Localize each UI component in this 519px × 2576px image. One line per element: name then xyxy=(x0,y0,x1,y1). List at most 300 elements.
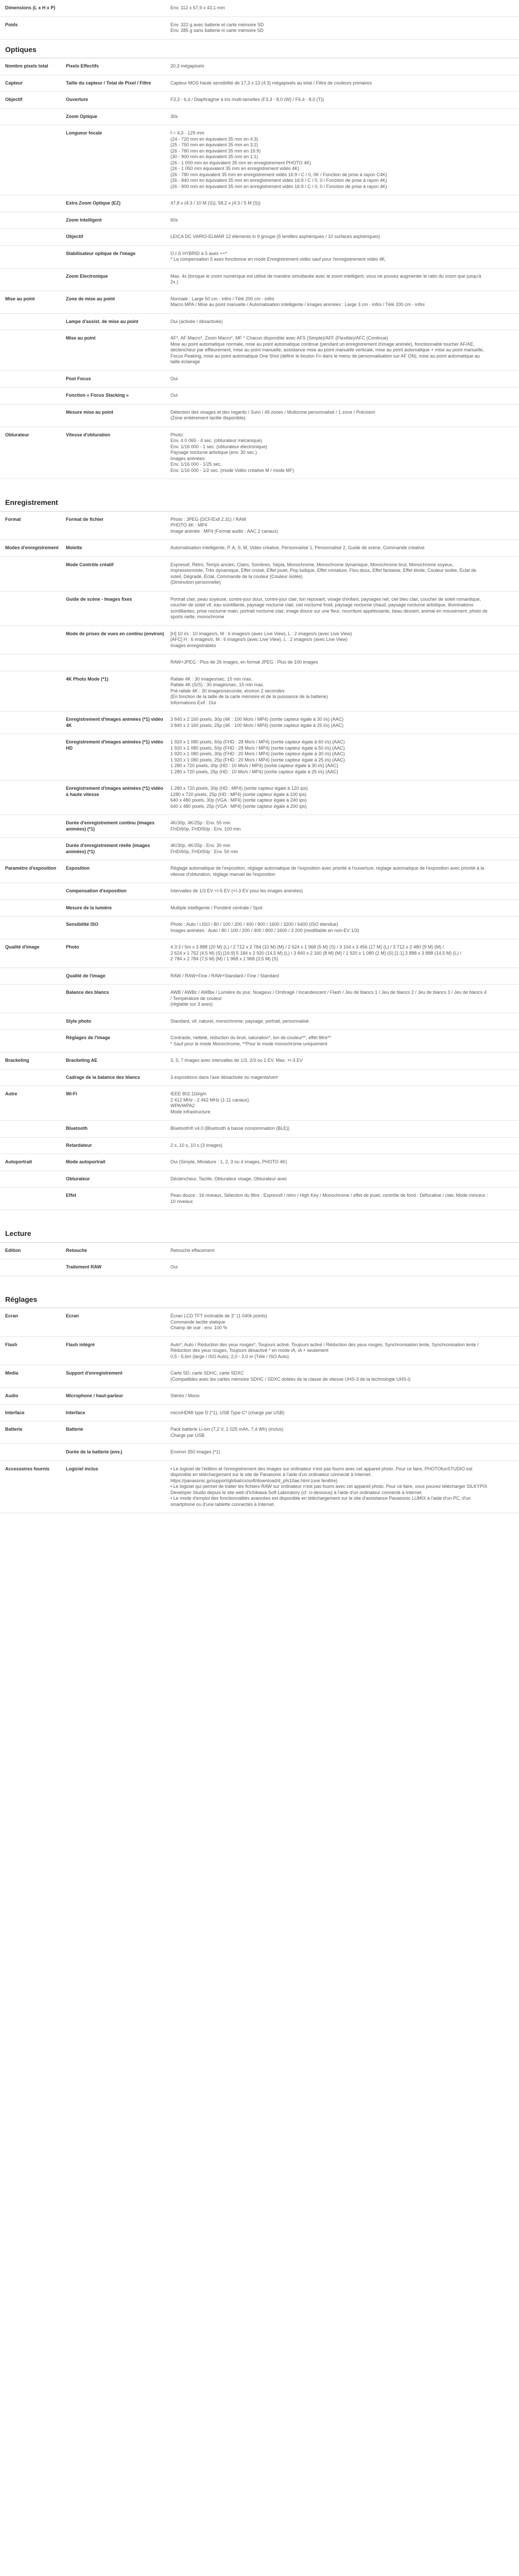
spec-group-label xyxy=(0,734,66,780)
spec-row xyxy=(0,734,519,781)
spec-value-line: Multiple intelligente / Pondéré centrale / Spot xyxy=(170,905,263,910)
spec-value-line: microHDMI type D (*1), USB Type-C* (charge par USB) xyxy=(170,1410,285,1415)
spec-group-label: Autoportrait xyxy=(5,1159,32,1164)
spec-row xyxy=(0,1388,519,1405)
spec-value xyxy=(170,1421,519,1444)
spec-value-line: Informations Exif : Oui xyxy=(170,700,216,705)
spec-value xyxy=(170,17,519,39)
spec-row xyxy=(0,1013,519,1030)
spec-row xyxy=(0,195,519,212)
spec-value-line: Environ 350 images (*1) xyxy=(170,1449,220,1454)
spec-key-label: Taille du capteur / Total de Pixel / Filtre xyxy=(66,80,151,86)
spec-value xyxy=(170,371,519,387)
spec-key-label: Zoom Optique xyxy=(66,113,97,119)
spec-value-line: Paysage nocturne artistique (env. 30 sec.) xyxy=(170,450,257,455)
spec-row xyxy=(0,92,519,109)
spec-value-line: Écran LCD TFT inclinable de 3" (1 040k points) xyxy=(170,1313,267,1318)
section-heading: Lecture xyxy=(0,1210,519,1243)
spec-key-label: Ouverture xyxy=(66,97,89,102)
spec-value-line: Normale : Large 50 cm - infini / Télé 200 cm - infini xyxy=(170,296,274,301)
spec-group-label xyxy=(0,229,66,245)
spec-key-label: Enregistrement d'images animées (*1) vidéo à haute vitesse xyxy=(66,786,163,797)
spec-value-line: Champ de vue : env. 100 % xyxy=(170,1325,228,1330)
spec-value-line: 640 x 480 pixels, 25p (VGA : MP4) (sortie capteur égale à 200 ips) xyxy=(170,803,307,809)
spec-value xyxy=(170,1405,519,1421)
spec-value xyxy=(170,1308,519,1336)
spec-value xyxy=(170,711,519,734)
spec-row xyxy=(0,1337,519,1366)
spec-value xyxy=(170,1365,519,1387)
spec-group-label xyxy=(0,195,66,212)
spec-value-line: • Le logiciel qui permet de traiter les fichiers RAW sur ordinateur n'est pas fourni avec cet appareil photo. Pour ce faire, vous pouvez télécharger SILKYPIX Developer Studio depuis le site web d'Ichikawa Soft Laboratory (cf. ci-dessous) à l'aide d'un ordinateur connecté à Internet. xyxy=(170,1484,488,1495)
spec-value-line: (26 - 900 mm en équivalent 35 mm en enregistrement vidéo 16:9 / C / 0, 0 / Fonction de prise à rayon 4K) xyxy=(170,183,387,189)
spec-value-line: Photo : JPEG (DCF/Exif 2.31) / RAW xyxy=(170,516,247,522)
spec-value-line: https://panasonic.jp/support/global/cs/soft/download/d_pfs10ae.html (une fenêtre) xyxy=(170,1478,338,1483)
spec-value-line: 4K/30p, 4K/25p : Env. 55 min xyxy=(170,820,231,825)
spec-value-line: (26 - 780 mm en équivalent 35 mm en 16:9) xyxy=(170,148,261,154)
spec-value-line: Macro MPA / Mise au point manuelle / Automatisation intelligente / images animées : Large 3 cm - infini / Télé 200 cm - infini xyxy=(170,302,425,307)
spec-group-label xyxy=(0,109,66,125)
spec-key-label: Mode autoportrait xyxy=(66,1159,106,1164)
spec-value xyxy=(170,968,519,985)
spec-row xyxy=(0,591,519,626)
spec-key-label: Effet xyxy=(66,1193,76,1198)
spec-value-line: 1 920 x 1 080 pixels, 25p (FHD : 20 Mo/s / MP4) (sortie capteur égale à 25 i/s) (AAC) xyxy=(170,757,345,762)
spec-value-line: Commande tactile statique xyxy=(170,1319,226,1325)
spec-key-label: Logiciel inclus xyxy=(66,1466,98,1471)
spec-value-line: IEEE 802.11b/g/n xyxy=(170,1091,206,1096)
spec-value-line: (Diminution personnelle) xyxy=(170,580,221,585)
spec-group-label xyxy=(0,781,66,815)
spec-group-label: Audio xyxy=(5,1393,19,1398)
spec-value xyxy=(170,212,519,229)
spec-key-label: Pixels Effectifs xyxy=(66,63,99,69)
spec-group-label: Edition xyxy=(5,1247,21,1253)
spec-key-label: Batterie xyxy=(66,1427,83,1432)
spec-key-label xyxy=(66,0,170,16)
spec-row xyxy=(0,1154,519,1171)
spec-value xyxy=(170,1030,519,1052)
spec-key-label: Exposition xyxy=(66,866,90,871)
spec-row xyxy=(0,1030,519,1053)
spec-value-line: Capteur MOS haute sensibilité de 17,3 x 13 (4:3) mégapixels au total / Filtre de couleurs primaires xyxy=(170,80,372,86)
spec-value-line: Auto*, Auto / Réduction des yeux rouges*, Toujours activé, Toujours activé / Réduction des yeux rouges, Synchronisation lente, Synchronisation lente / Réduction des yeux rouges, Toujours désactivé * en mode iA, iA + seulement xyxy=(170,1342,479,1353)
spec-group-label xyxy=(0,387,66,404)
spec-group-label: Accessoires fournis xyxy=(5,1466,50,1471)
spec-key-label: Enregistrement d'images animées (*1) vidéo HD xyxy=(66,739,163,751)
spec-value-line: F3,3 - 6,4 / Diaphragme à iris multi-lamelles (F3,3 - 8,0 (W) / F6,4 - 8,0 (T)) xyxy=(170,97,324,102)
spec-group-label xyxy=(0,1138,66,1154)
spec-value-line: 1 280 x 720 pixels, 30p (HD : 10 Mo/s / MP4) (sortie capteur égale à 30 i/s) (AAC) xyxy=(170,763,338,768)
spec-key-label: Mise au point xyxy=(66,335,96,341)
spec-group-label xyxy=(0,1444,66,1461)
spec-group-label xyxy=(0,1121,66,1137)
spec-group-label xyxy=(0,815,66,837)
spec-group-label xyxy=(0,838,66,860)
spec-group-label xyxy=(0,1171,66,1188)
spec-key-label: Sensibilité ISO xyxy=(66,922,99,927)
spec-group-label xyxy=(0,626,66,654)
spec-value-line: (26 - 780 mm équivalent 35 mm en enregistrement vidéo 16:9 / C / 0, 0K / Fonction de prise à rayon C4K) xyxy=(170,172,387,177)
spec-value xyxy=(170,427,519,479)
spec-key-label: Mode de prises de vues en continu (environ) xyxy=(66,631,164,636)
spec-key-label: Molette xyxy=(66,545,82,550)
spec-value-line: Pack batterie Li-ion (7,2 V, 1 025 mAh, 7,4 Wh) (inclus) xyxy=(170,1427,284,1432)
spec-row xyxy=(0,246,519,268)
spec-key-label: Longueur focale xyxy=(66,130,102,135)
spec-value-line: Env. 1/16 000 - 1 sec. (obturateur électronique) xyxy=(170,444,267,449)
spec-row xyxy=(0,1405,519,1422)
spec-row xyxy=(0,109,519,126)
spec-value-line: AWB / AWBc / AWBw / Lumière du jour, Nuageux / Ombragé / Incandescent / Flash / Jeu de blancs 1 / Jeu de blancs 2 / Jeu de blancs 3 / Jeu de blancs 4 / Température de couleur xyxy=(170,990,487,1001)
spec-key-label: Enregistrement d'images animées (*1) vidéo 4K xyxy=(66,717,163,728)
spec-group-label: Interface xyxy=(5,1410,25,1415)
spec-key-label: Cadrage de la balance des blancs xyxy=(66,1074,141,1080)
spec-value-line: Rafale 4K : 30 images/sec, 15 min max. xyxy=(170,676,253,682)
spec-key-label: Fonction « Focus Stacking » xyxy=(66,393,129,398)
spec-key-label: Réglages de l'image xyxy=(66,1035,111,1040)
spec-row xyxy=(0,917,519,939)
spec-key-label: Wi-Fi xyxy=(66,1091,77,1096)
spec-key-label: Mesure de la lumière xyxy=(66,905,112,910)
spec-key-label xyxy=(66,654,170,671)
spec-row xyxy=(0,75,519,92)
spec-value-line: • Le logiciel de l'édition et l'enregistrement des images sur ordinateur n'est pas fourni avec cet appareil photo. Pour ce faire, PHOTOfunSTUDIO est disponible en téléchargement sur le site de Panasonic à l'aide d'un ordinateur connecté à Internet. xyxy=(170,1466,473,1477)
spec-row xyxy=(0,512,519,540)
spec-group-label xyxy=(0,1013,66,1030)
spec-value-line: 3 840 x 2 160 pixels, 30p (4K : 100 Mo/s / MP4) (sortie capteur égale à 30 i/s) (AAC) xyxy=(170,717,344,722)
spec-value xyxy=(170,540,519,556)
spec-value-line: Bluetooth® v4.0 (Bluetooth à basse consommation (BLE)) xyxy=(170,1126,290,1131)
spec-value-line: • Le mode d'emploi des fonctionnalités avancées est disponible en téléchargement sur le site d'assistance Panasonic LUMIX à l'aide d'un PC, d'un smartphone ou d'une tablette connectés à Internet. xyxy=(170,1496,471,1507)
spec-group-label xyxy=(0,125,66,195)
spec-value-line: Images animées : Auto / 80 / 100 / 200 / 400 / 800 / 1600 / 3 200 (modifiable en non-EV 1/3) xyxy=(170,927,359,933)
spec-group-label xyxy=(0,557,66,591)
spec-key-label: 4K Photo Mode (*1) xyxy=(66,676,109,682)
spec-group-label xyxy=(0,246,66,268)
spec-key-label: Style photo xyxy=(66,1018,91,1024)
spec-value-line: AF*, AF Macro*, Zoom Macro*, MF * Chacun disponible avec AFS (Simple)/AFF (Flexible)/AFC (Continue) xyxy=(170,335,388,341)
spec-group-label: Flash xyxy=(5,1342,18,1347)
spec-key-label: Lampe d'assist. de mise au point xyxy=(66,318,139,324)
spec-group-label: Obturateur xyxy=(5,432,29,437)
spec-row xyxy=(0,330,519,371)
spec-group-label: Poids xyxy=(5,22,18,27)
spec-row xyxy=(0,404,519,427)
spec-value xyxy=(170,1388,519,1404)
spec-value xyxy=(170,387,519,404)
spec-value xyxy=(170,626,519,654)
spec-value xyxy=(170,1259,519,1276)
spec-row xyxy=(0,212,519,229)
spec-value-line: WPA/WPA2 xyxy=(170,1103,195,1108)
spec-row xyxy=(0,1121,519,1138)
spec-value-line: Stéréo / Mono xyxy=(170,1393,200,1398)
spec-group-label: Nombre pixels total xyxy=(5,63,48,69)
spec-value-line: 4 3:3 / 5m x 3 888 (20 M) (L) / 2 712 x 2 784 (10 M) (M) / 2 624 x 1 968 (5 M) (S) / 3 104 x 3 456 (17 M) (L) / 3 712 x 2 480 (9 M) (M) / xyxy=(170,944,444,950)
spec-value-line: (30 - 900 mm en équivalent 35 mm en 1:1) xyxy=(170,154,258,159)
spec-row xyxy=(0,0,519,17)
spec-key-label xyxy=(66,17,170,39)
spec-key-label: Support d'enregistrement xyxy=(66,1370,123,1376)
spec-row xyxy=(0,557,519,591)
spec-value-line: Mise au point automatique normale, mise au point automatique continue (pendant un enregistrement d'image animée), fonctionnalité toucher AF/AE, déclencheur par effleurement, mise au point manuelle, assistance mise au point manuelle verticale, mise au point automatique + mise au point manuelle, Focus Peaking, mise au point automatique One Shot (définir le bouton Fn dans le menu de personnalisation sur AF ON), mise au point automatique au taille éclairage xyxy=(170,341,484,364)
spec-value-line: (En fonction de la taille de la carte mémoire et de la puissance de la batterie) xyxy=(170,694,328,699)
spec-row xyxy=(0,1259,519,1276)
spec-value xyxy=(170,838,519,860)
spec-key-label: Guide de scène - Images fixes xyxy=(66,596,132,602)
spec-key-label: Post Focus xyxy=(66,376,91,381)
spec-value-line: RAW+JPEG : Plus de 26 images, en format JPEG : Plus de 100 images xyxy=(170,659,318,665)
spec-value xyxy=(170,939,519,968)
spec-value-line: FHD/60p, FHD/50p : Env. 100 min xyxy=(170,826,241,832)
spec-value-line: Oui xyxy=(170,376,178,381)
spec-value-line: [AFC] H : 6 images/s, M : 6 images/s (avec Live View), L : 2 images/s (avec Live View) xyxy=(170,637,348,642)
spec-value-line: Oui (Simple, Miniature : 1, 2, 3 ou 4 images, PHOTO 4K) xyxy=(170,1159,287,1164)
spec-value xyxy=(170,92,519,108)
spec-row xyxy=(0,268,519,291)
spec-key-label: Format de fichier xyxy=(66,516,104,522)
spec-value-line: Oui xyxy=(170,1264,178,1269)
spec-key-label: Vitesse d'obturation xyxy=(66,432,110,437)
spec-value-line: Portrait clair, peau soyeuse, contre-jour doux, contre-jour clair, ton reposant, visage d'enfant, paysages net, ciel bleu clair, coucher de soleil romantique, coucher de soleil vif, eau scintillante, paysage nocturne clair, ciel nocturne froid, paysage nocturne chaud, paysage nocturne artistique, illuminations scintillantes, prise nocturne main, portrait nocturne clair, image douce sur une fleur, nourriture appétissante, beau dessert, animal en mouvement, photo de sports nette, monochrome xyxy=(170,596,488,619)
spec-value-line: Charge par USB xyxy=(170,1432,205,1438)
spec-row xyxy=(0,671,519,712)
spec-key-label: Bluetooth xyxy=(66,1126,88,1131)
spec-value-line: (24 - 720 mm en équivalent 35 mm en 4:3) xyxy=(170,136,258,142)
spec-value-line: Env. 112 x 67,9 x 43,1 mm xyxy=(170,5,225,10)
spec-row xyxy=(0,1308,519,1337)
spec-value xyxy=(170,1171,519,1188)
spec-group-label: Media xyxy=(5,1370,19,1376)
spec-value xyxy=(170,815,519,837)
spec-value-line: 1 920 x 1 080 pixels, 30p (FHD : 20 Mo/s / MP4) (sortie capteur égale à 30 i/s) (AAC) xyxy=(170,751,345,756)
spec-row xyxy=(0,125,519,195)
spec-value-line: Réglage automatique de l'exposition, réglage automatique de l'exposition avec priorité à l'ouverture, réglage automatique de l'exposition avec priorité à la vitesse d'obturation, réglage manuel de l'exposition xyxy=(170,866,485,877)
spec-group-label: Autre xyxy=(5,1091,18,1096)
spec-value xyxy=(170,246,519,268)
spec-key-label: Zoom Intelligent xyxy=(66,217,102,223)
spec-group-label xyxy=(0,900,66,917)
spec-key-label: Flash intégré xyxy=(66,1342,95,1347)
spec-row xyxy=(0,540,519,557)
spec-value-line: Détection des visages et des regards / Suivi / 49 zones / Multizone personnalisé / 1 zone / Précision xyxy=(170,409,375,415)
spec-value xyxy=(170,917,519,939)
spec-value xyxy=(170,1188,519,1210)
spec-group-label xyxy=(0,1188,66,1210)
spec-value-line: O.I.S HYBRID à 5 axes ++* xyxy=(170,250,228,256)
spec-value-line: Automatisation intelligente, P, A, S, M, Vidéo créative, Personnalisé 1, Personnalisé 2, Guide de scène, Commande créative xyxy=(170,545,425,550)
spec-row xyxy=(0,1171,519,1188)
spec-group-label xyxy=(0,883,66,900)
spec-group-label: Dimensions (L x H x P) xyxy=(5,5,56,10)
spec-row xyxy=(0,1086,519,1121)
spec-value-line: Images animées: xyxy=(170,455,206,461)
spec-value-line: (réglable sur 3 axes) xyxy=(170,1002,213,1007)
spec-key-label: Compensation d'exposition xyxy=(66,888,127,893)
spec-value xyxy=(170,1154,519,1171)
spec-value-line: Peau douce : 16 niveaux, Sélection du filtre : Expressif / rétro / High Key / Monochrome / effet de jouet, contrôle de fond : Défocalisé / clair, Mode minceur : 10 niveaux xyxy=(170,1193,488,1204)
spec-value-line: Contraste, netteté, réduction du bruit, saturation*, ton de couleur**, effet filtre** xyxy=(170,1035,332,1040)
spec-value-line: Max. 4x (lorsque le zoom numérique est utilisé de manière simultanée avec le zoom intelligent, vous ne pouvez augmenter le ratio du zoom que jusqu'à 2x.) xyxy=(170,273,481,284)
section-heading: Réglages xyxy=(0,1276,519,1309)
spec-value xyxy=(170,195,519,212)
spec-value-line: 2 784 x 2 784 (7,5 M) (M) / 1 968 x 1 968 (3,5 M) (S) xyxy=(170,956,279,961)
spec-value-line: Photo : Auto / i.ISO / 80 / 100 / 200 / 400 / 800 / 1600 / 3200 / 6400 (ISO étendue) xyxy=(170,922,338,927)
spec-group-label xyxy=(0,404,66,427)
spec-row xyxy=(0,711,519,734)
spec-group-label xyxy=(0,1030,66,1052)
spec-value-line: Retouche effacement xyxy=(170,1247,215,1253)
spec-value-line: Oui xyxy=(170,393,178,398)
spec-value-line: 20,3 mégapixels xyxy=(170,63,204,69)
spec-group-label xyxy=(0,212,66,229)
spec-group-label xyxy=(0,654,66,671)
spec-value-line: Carte SD, carte SDHC, carte SDXC xyxy=(170,1370,244,1376)
spec-value-line: * Sauf pour le mode Monochrome, **Pour le mode monochrome uniquement xyxy=(170,1041,327,1046)
spec-row xyxy=(0,17,519,40)
spec-value-line: 2 412 MHz - 2 462 MHz (1-11 canaux) xyxy=(170,1097,249,1103)
spec-key-label: Stabilisateur optique de l'image xyxy=(66,250,136,256)
spec-value-line: f = 4,3 - 129 mm xyxy=(170,130,204,135)
spec-value xyxy=(170,860,519,883)
spec-value-line: Pré-rafale 4K : 30 images/seconde, environ 2 secondes xyxy=(170,688,285,693)
spec-key-label: Mesure mise au point xyxy=(66,409,114,415)
spec-row xyxy=(0,1461,519,1514)
spec-key-label: Zone de mise au point xyxy=(66,296,115,301)
spec-group-label xyxy=(0,985,66,1013)
spec-value xyxy=(170,1138,519,1154)
spec-row xyxy=(0,1188,519,1210)
spec-group-label xyxy=(0,371,66,387)
spec-key-label: Mode Contrôle créatif xyxy=(66,562,114,567)
spec-value-line: PHOTO 4K : MP4 xyxy=(170,522,207,528)
spec-row xyxy=(0,387,519,404)
spec-value xyxy=(170,58,519,75)
spec-value xyxy=(170,330,519,370)
spec-value-line: Env. 1/16 000 - 1/2 sec. (mode Vidéo créative M / mode MF) xyxy=(170,467,295,473)
spec-value xyxy=(170,654,519,671)
spec-value xyxy=(170,1086,519,1120)
spec-group-label xyxy=(0,268,66,291)
spec-value xyxy=(170,591,519,625)
spec-group-label xyxy=(0,591,66,625)
spec-value xyxy=(170,671,519,711)
spec-key-label: Balance des blancs xyxy=(66,990,109,995)
spec-value-line: Déclencheur, Tactile, Obturateur visage, Obturateur avec xyxy=(170,1176,287,1181)
spec-value xyxy=(170,291,519,313)
spec-key-label: Photo xyxy=(66,944,79,950)
spec-group-label: Bracketing xyxy=(5,1058,29,1063)
spec-row xyxy=(0,781,519,815)
spec-value-line: 3 840 x 2 160 pixels, 25p (4K : 100 Mo/s / MP4) (sortie capteur égale à 25 i/s) (AAC) xyxy=(170,722,344,728)
spec-row xyxy=(0,838,519,860)
spec-row xyxy=(0,654,519,671)
spec-value xyxy=(170,900,519,917)
spec-group-label: Paramètre d'exposition xyxy=(5,866,57,871)
spec-value-line: FHD/60p, FHD/50p : Env. 50 min xyxy=(170,849,238,854)
spec-value-line: Env. 285 g sans batterie ni carte mémoire SD xyxy=(170,28,264,33)
spec-value xyxy=(170,75,519,92)
spec-value xyxy=(170,1461,519,1513)
spec-value-line: 4K/30p, 4K/25p : Env. 30 min xyxy=(170,843,231,848)
spec-row xyxy=(0,371,519,388)
section-heading: Optiques xyxy=(0,40,519,59)
spec-value-line: 3 expositions dans l'axe désactivée ou magenta/vert xyxy=(170,1074,278,1080)
spec-value xyxy=(170,1243,519,1259)
spec-value xyxy=(170,781,519,815)
spec-value-line: (26 - 840 mm en équivalent 35 mm en enregistrement vidéo 16:9 / C / 0, 0 / Fonction de prise à rayon 4K) xyxy=(170,178,387,183)
spec-value xyxy=(170,985,519,1013)
spec-value-line: 47,8 x (4:3 / 10 M (S)), 58,2 x (4:3 / 5 M (S)) xyxy=(170,200,261,206)
spec-value-line: Mode infrastructure xyxy=(170,1109,211,1114)
spec-value xyxy=(170,1013,519,1030)
spec-key-label: Bracketing AE xyxy=(66,1058,98,1063)
spec-value-line: (26 - 1 000 mm en équivalent 35 mm en enregistrement PHOTO 4K) xyxy=(170,160,311,165)
spec-value xyxy=(170,229,519,245)
spec-group-label: Mise au point xyxy=(5,296,35,301)
spec-value xyxy=(170,883,519,900)
spec-group-label xyxy=(0,330,66,370)
spec-value xyxy=(170,268,519,291)
spec-value-line: (Compatibles avec les cartes mémoire SDHC / SDXC dotées de la classe de vitesse UHS-3 de la technologie UHS-I) xyxy=(170,1376,411,1382)
spec-value-line: Oui (activée / désactivée) xyxy=(170,318,223,324)
spec-row xyxy=(0,860,519,883)
spec-key-label: Retouche xyxy=(66,1247,88,1253)
spec-key-label: Ecran xyxy=(66,1313,79,1318)
spec-row xyxy=(0,1070,519,1087)
spec-value-line: 1280 x 720 pixels, 25p (HD : MP4) (sortie capteur égale à 100 ips) xyxy=(170,791,307,797)
section-heading: Enregistrement xyxy=(0,479,519,512)
spec-value-line: 0,5 - 5,6m (large / ISO Auto), 2,0 - 2,0 m (Télé / ISO Auto) xyxy=(170,1353,289,1359)
spec-value xyxy=(170,404,519,427)
spec-value-line: 60x xyxy=(170,217,178,223)
spec-group-label: Modes d'enregistrement xyxy=(5,545,59,550)
spec-row xyxy=(0,1365,519,1388)
spec-value xyxy=(170,557,519,591)
spec-key-label: Zoom Electronique xyxy=(66,273,108,279)
spec-value-line: Expressif, Rétro, Temps ancien, Clairs, Sombres, Sépia, Monochrome, Monochrome dynamique, Monochrome brut, Monochrome soyeux, Impressionniste, Très dynamique, Effet croisé, Effet jouet, Pop ludique, Effet miniature, Flou doux, Effet fantaisie, Effet étoile, Couleur isolée, Éclat de soleil, Dégradé, Éclat, Commande de la couleur (Couleur isolée) xyxy=(170,562,476,579)
spec-value xyxy=(170,1337,519,1365)
spec-row xyxy=(0,1444,519,1461)
spec-row xyxy=(0,1138,519,1155)
spec-key-label: Durée d'enregistrement continu (images animées) (*1) xyxy=(66,820,155,832)
spec-group-label xyxy=(0,711,66,734)
spec-group-label: Capteur xyxy=(5,80,23,86)
spec-value xyxy=(170,1070,519,1086)
spec-group-label xyxy=(0,314,66,330)
spec-row xyxy=(0,968,519,985)
spec-key-label: Extra Zoom Optique (EZ) xyxy=(66,200,121,206)
spec-value xyxy=(170,1444,519,1461)
spec-value-line: (25 - 750 mm en équivalent 35 mm en 3:2) xyxy=(170,142,258,147)
spec-value xyxy=(170,0,519,16)
spec-value-line: 2 624 x 1 752 (4,5 M) (S) [16:9] 5 184 x 2 920 (14,5 M) (L) / 3 840 x 2 160 (8 M) (M) / 1 920 x 1 080 (2 M) (S) [1:1] 3 888 x 3 888 (14,5 M) (L) / xyxy=(170,950,461,956)
spec-value xyxy=(170,734,519,780)
spec-value xyxy=(170,125,519,195)
spec-key-label: Objectif xyxy=(66,234,83,239)
spec-value-line: Intervalles de 1/3 EV +/-5 EV (+/-3 EV pour les images animées) xyxy=(170,888,303,893)
spec-value-line: LEICA DC VARIO-ELMAR 12 éléments in 9 groupe (5 lentilles asphériques / 10 surfaces asphériques) xyxy=(170,234,380,239)
spec-value-line: (26 - 1 050 mm équivalent 35 mm en enregistrement vidéo 4K) xyxy=(170,166,300,171)
spec-value-line: RAW / RAW+Fine / RAW+Standard / Fine / Standard xyxy=(170,973,279,978)
spec-key-label: Microphone / haut-parleur xyxy=(66,1393,124,1398)
spec-value-line: 3, 5, 7 images avec intervalles de 1/3, 2/3 ou 1 EV. Max. +/-3 EV xyxy=(170,1058,303,1063)
spec-value-line: Env. 322 g avec batterie et carte mémoire SD xyxy=(170,22,264,27)
spec-value-line: * La compensation 5 axes fonctionne en mode Enregistrement vidéo sauf pour l'enregistrement vidéo 4K. xyxy=(170,257,386,262)
spec-row xyxy=(0,58,519,75)
spec-row xyxy=(0,985,519,1013)
